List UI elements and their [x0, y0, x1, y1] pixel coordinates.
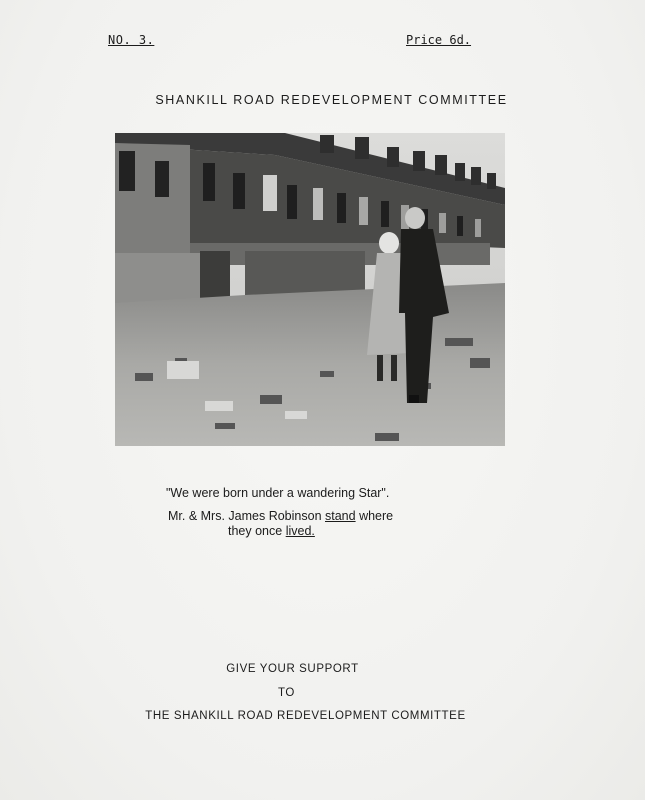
caption-quote: "We were born under a wandering Star".: [166, 486, 390, 500]
caption-line-2: [168, 509, 393, 523]
photograph: [115, 133, 505, 446]
appeal-line-2: TO: [278, 687, 295, 699]
price-label: Price 6d.: [406, 33, 472, 47]
caption-text: they once: [228, 524, 286, 538]
caption-line-3: [228, 524, 315, 538]
appeal-line-1: GIVE YOUR SUPPORT: [226, 663, 359, 675]
photograph-demolished-terrace-icon: [115, 133, 505, 446]
committee-heading: SHANKILL ROAD REDEVELOPMENT COMMITTEE: [155, 93, 508, 107]
issue-number: NO. 3.: [108, 33, 155, 47]
appeal-line-3: THE SHANKILL ROAD REDEVELOPMENT COMMITTEE: [145, 710, 466, 722]
caption-underlined-word: stand: [325, 509, 356, 523]
caption-text: where: [355, 509, 394, 523]
caption-underlined-word: lived.: [285, 524, 315, 538]
caption-text: Mr. & Mrs. James Robinson: [168, 509, 325, 523]
